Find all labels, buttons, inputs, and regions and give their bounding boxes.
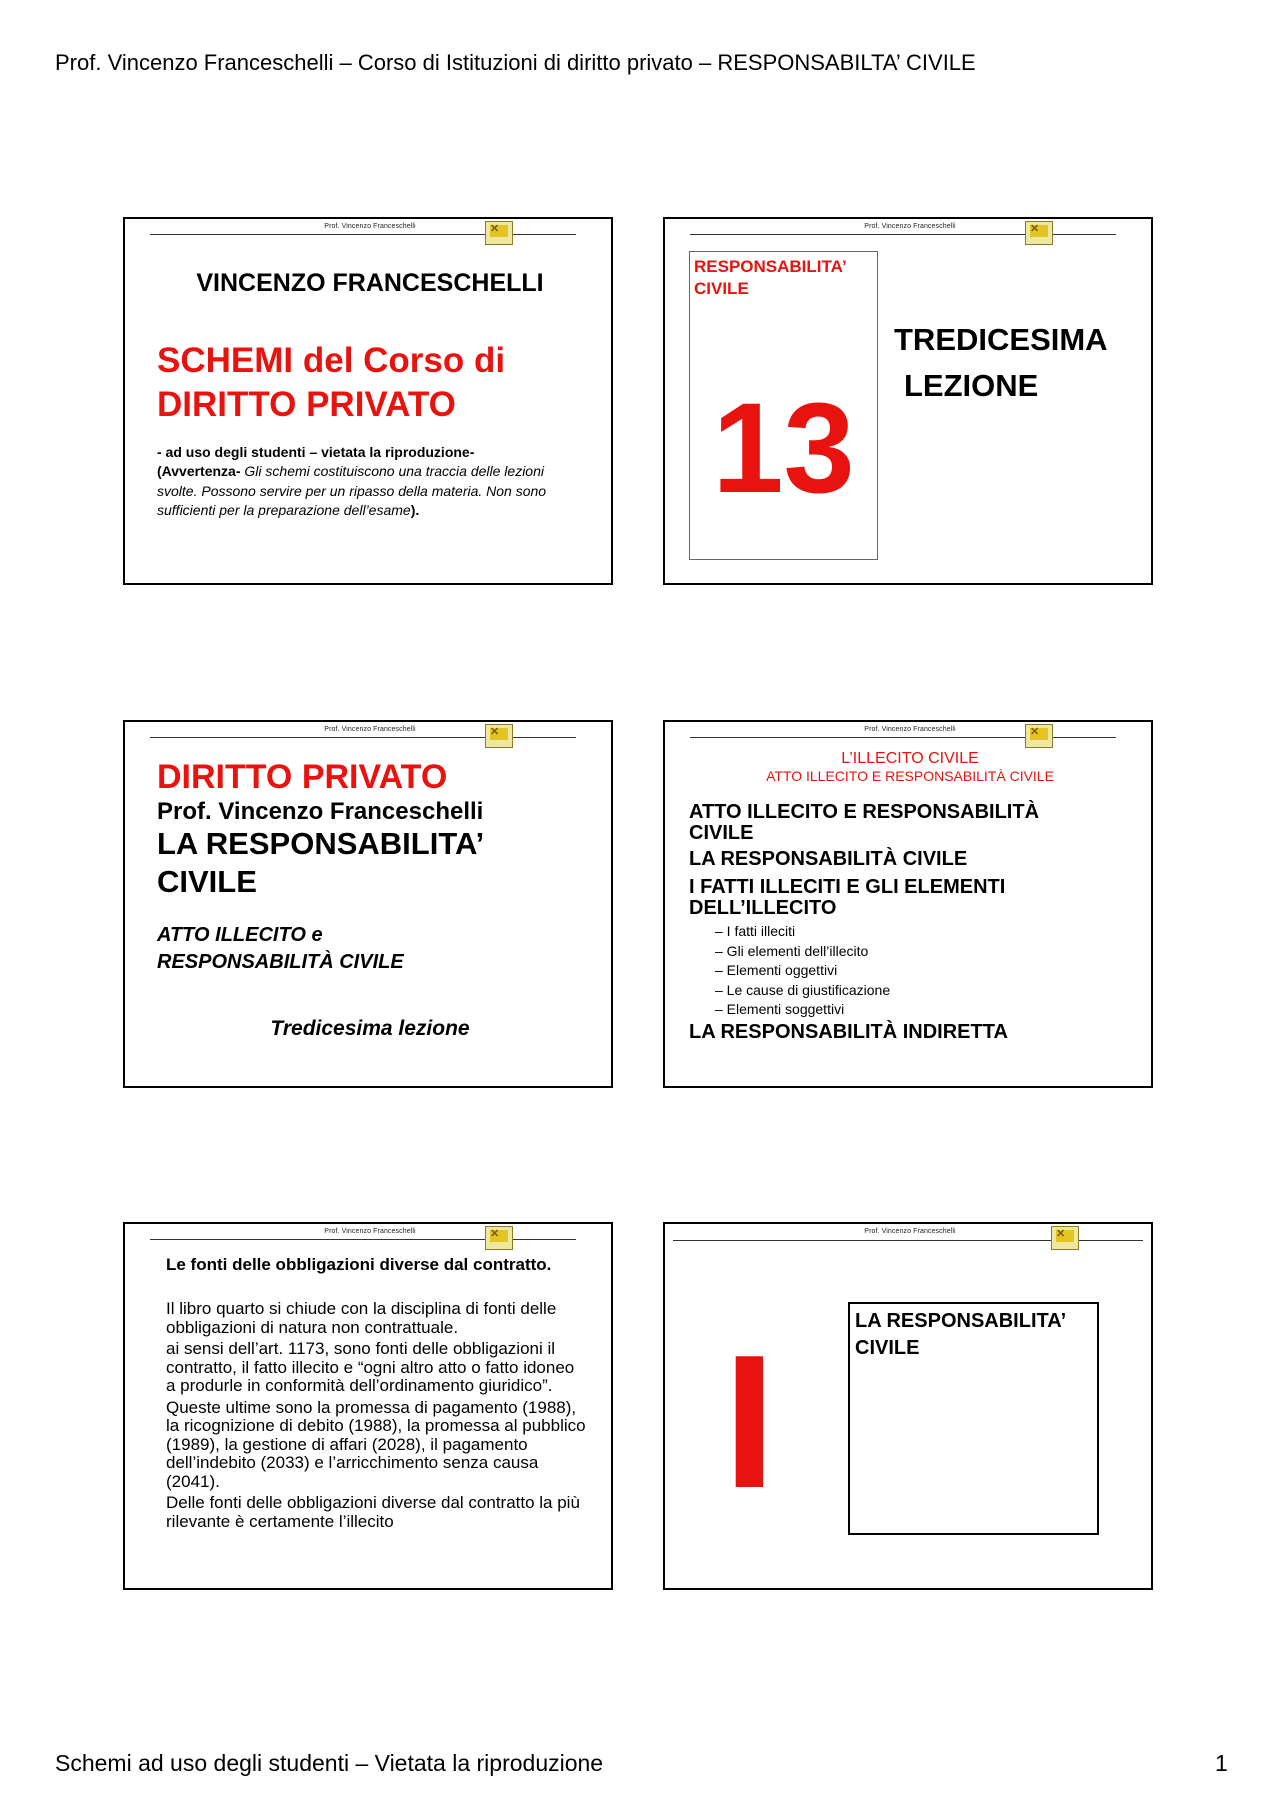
paragraph: ai sensi dell’art. 1173, sono fonti delle obbligazioni il contratto, il fatto illecito e “ogni altro atto o fatto idoneo a produrle in conformità dell’ordinamento giuridico”. (166, 1339, 575, 1395)
slide-warning: (Avvertenza- Gli schemi costituiscono una traccia delle lezioni svolte. Possono servire per un ripasso della materia. Non sono sufficienti per la preparazione dell’esame). (157, 463, 547, 518)
slide-header: Prof. Vincenzo Franceschelli (321, 223, 418, 230)
slide-subheading: ATTO ILLECITO E RESPONSABILITÀ CIVILE (766, 768, 1054, 784)
outline-subitems (689, 922, 890, 1020)
university-logo-icon: ✕ (1025, 221, 1053, 245)
outline-item: I FATTI ILLECITI E GLI ELEMENTI DELL’ILLECITO (689, 876, 1006, 919)
slide-lesson: Tredicesima lezione (270, 1017, 470, 1040)
university-logo-icon: ✕ (485, 221, 513, 245)
university-logo-icon: ✕ (485, 724, 513, 748)
lesson-label: TREDICESIMA LEZIONE (894, 322, 1108, 403)
slide-body (166, 1300, 586, 1531)
slide-heading: Le fonti delle obbligazioni diverse dal contratto. (166, 1255, 552, 1274)
university-logo-icon: ✕ (485, 1226, 513, 1250)
slide-5 (123, 1222, 613, 1590)
slide-subject: LA RESPONSABILITA’ CIVILE (157, 826, 485, 899)
page-number: 1 (1215, 1750, 1228, 1776)
page-header: Prof. Vincenzo Franceschelli – Corso di Istituzioni di diritto privato – RESPONSABILTA’ CIVILE (55, 50, 976, 75)
outline-item: ATTO ILLECITO E RESPONSABILITÀ CIVILE (689, 801, 1040, 844)
university-logo-icon: ✕ (1025, 724, 1053, 748)
slide-title: DIRITTO PRIVATO (157, 758, 448, 796)
paragraph: Delle fonti delle obbligazioni diverse dal contratto la più rilevante è certamente l’illecito (166, 1493, 580, 1531)
outline-item: LA RESPONSABILITÀ INDIRETTA (689, 1021, 1008, 1043)
paragraph: Il libro quarto si chiude con la disciplina di fonti delle obbligazioni di natura non contrattuale. (166, 1299, 557, 1337)
slide-header: Prof. Vincenzo Franceschelli (861, 726, 958, 733)
list-item: – Elementi soggettivi (715, 1001, 845, 1017)
slide-usage: - ad uso degli studenti – vietata la riproduzione- (157, 444, 475, 460)
outline-item: LA RESPONSABILITÀ CIVILE (689, 848, 968, 870)
list-item: – Elementi oggettivi (715, 962, 838, 978)
list-item: – Le cause di giustificazione (715, 981, 891, 998)
slide-header: Prof. Vincenzo Franceschelli (861, 223, 958, 230)
lesson-number: 13 (712, 377, 855, 520)
paragraph: Queste ultime sono la promessa di pagamento (1988), la ricognizione di debito (1988), la promessa al pubblico (1989), la gestione di affari (2028), il pagamento dell’indebito (2033) e l’arricchimento senza causa (2041). (166, 1397, 586, 1491)
slide-4 (663, 720, 1153, 1088)
slide-heading: L’ILLECITO CIVILE (841, 750, 979, 767)
slide-header: Prof. Vincenzo Franceschelli (861, 1228, 958, 1235)
list-item: – I fatti illeciti (715, 923, 796, 939)
slide-1 (123, 217, 613, 585)
slide-topic: ATTO ILLECITO e RESPONSABILITÀ CIVILE (157, 924, 404, 973)
list-item: – Gli elementi dell’illecito (715, 942, 869, 959)
slide-header: Prof. Vincenzo Franceschelli (321, 726, 418, 733)
page-footer: Schemi ad uso degli studenti – Vietata la riproduzione (55, 1750, 604, 1776)
section-numeral: I (723, 1316, 776, 1528)
university-logo-icon: ✕ (1051, 1226, 1079, 1250)
slide-title: SCHEMI del Corso di DIRITTO PRIVATO (157, 341, 506, 424)
slide-author: VINCENZO FRANCESCHELLI (196, 269, 544, 297)
box-title: RESPONSABILITA’ CIVILE (694, 257, 847, 298)
section-title-box (848, 1302, 1099, 1535)
section-title: LA RESPONSABILITA’ CIVILE (855, 1310, 1067, 1359)
slide-professor: Prof. Vincenzo Franceschelli (157, 798, 484, 825)
lesson-number-box (689, 251, 878, 560)
slide-2 (663, 217, 1153, 585)
slide-6 (663, 1222, 1153, 1590)
slide-header: Prof. Vincenzo Franceschelli (321, 1228, 418, 1235)
slide-3 (123, 720, 613, 1088)
